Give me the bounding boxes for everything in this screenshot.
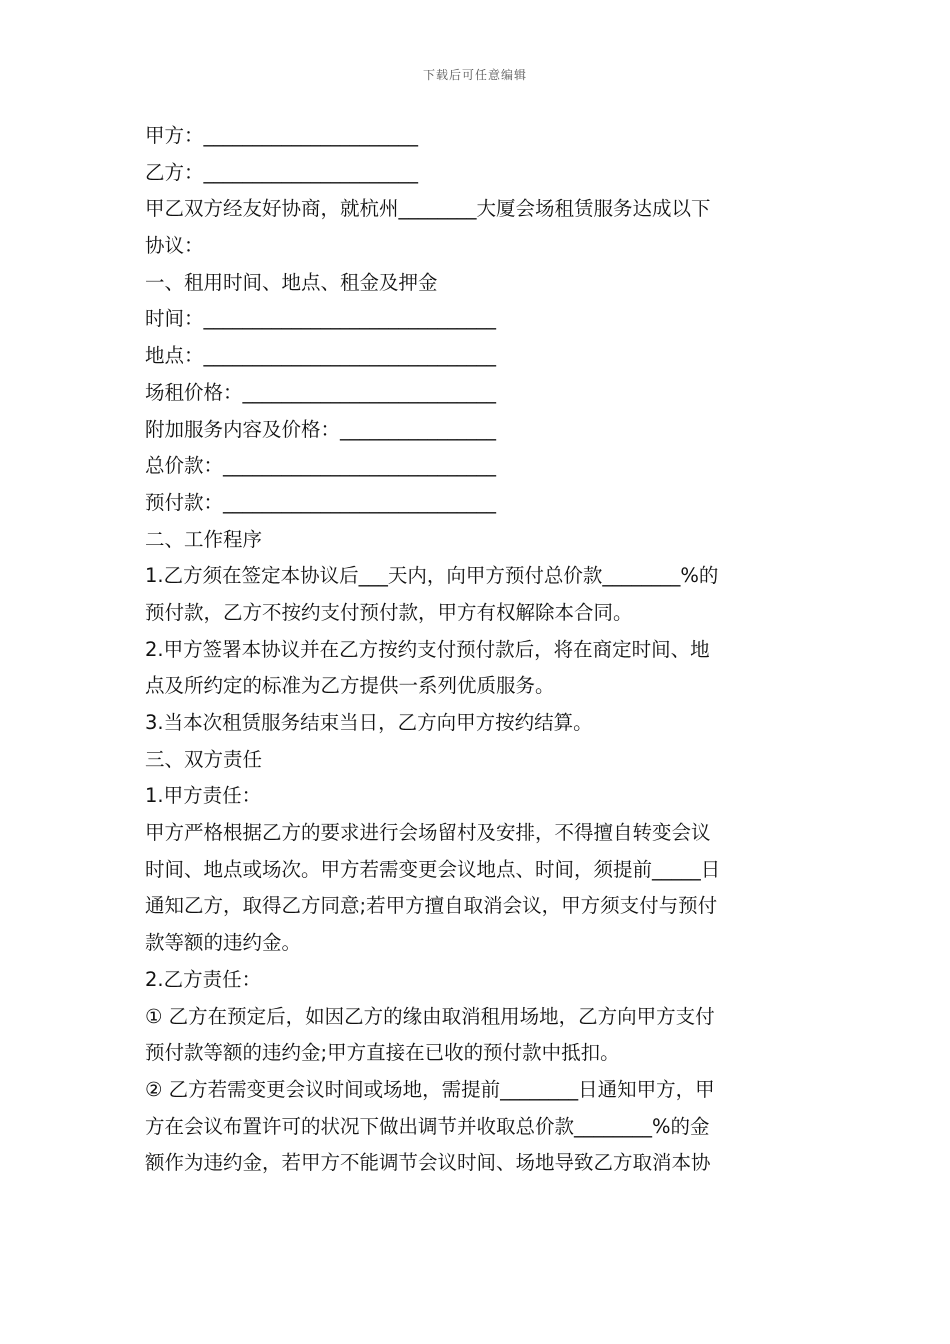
party-a-duty-line-3: 通知乙方，取得乙方同意;若甲方擅自取消会议，甲方须支付与预付 (145, 894, 718, 918)
party-b-duty-heading: 2.乙方责任： (145, 967, 262, 991)
procedure-2-line-2: 点及所约定的标准为乙方提供一系列优质服务。 (145, 674, 555, 698)
section-1-heading: 一、租用时间、地点、租金及押金 (145, 270, 438, 294)
party-b-duty-2-line-2: 方在会议布置许可的状况下做出调节并收取总价款________%的金 (145, 1114, 710, 1138)
prepayment-field-line: 预付款：____________________________ (145, 490, 497, 514)
location-field-line: 地点：______________________________ (145, 344, 497, 368)
section-3-heading: 三、双方责任 (145, 747, 263, 771)
procedure-3-line: 3.当本次租赁服务结束当日，乙方向甲方按约结算。 (145, 711, 593, 734)
section-2-heading: 二、工作程序 (145, 527, 263, 551)
party-a-duty-heading: 1.甲方责任： (145, 784, 262, 808)
contract-body (145, 118, 810, 1182)
intro-line-1: 甲乙双方经友好协商，就杭州________大厦会场租赁服务达成以下 (145, 197, 711, 221)
party-a-duty-line-2: 时间、地点或场次。甲方若需变更会议地点、时间，须提前_____日 (145, 857, 721, 881)
procedure-2-line-1: 2.甲方签署本协议并在乙方按约支付预付款后，将在商定时间、地 (145, 637, 710, 661)
time-field-line: 时间：______________________________ (145, 307, 497, 331)
page-header-note: 下载后可任意编辑 (422, 68, 527, 82)
party-b-duty-2-line-3: 额作为违约金，若甲方不能调节会议时间、场地导致乙方取消本协 (145, 1151, 711, 1175)
party-b-line: 乙方：______________________ (145, 160, 419, 184)
extra-services-field-line: 附加服务内容及价格：________________ (145, 417, 497, 441)
total-price-field-line: 总价款：____________________________ (145, 454, 497, 478)
rent-price-field-line: 场租价格：__________________________ (145, 380, 497, 404)
party-b-duty-2-line-1: ② 乙方若需变更会议时间或场地，需提前________日通知甲方，甲 (145, 1077, 715, 1101)
party-b-duty-1-line-2: 预付款等额的违约金;甲方直接在已收的预付款中抵扣。 (145, 1041, 620, 1065)
procedure-1-line-2: 预付款，乙方不按约支付预付款，甲方有权解除本合同。 (145, 600, 633, 624)
party-b-duty-1-line-1: ① 乙方在预定后，如因乙方的缘由取消租用场地，乙方向甲方支付 (145, 1004, 715, 1028)
intro-line-2: 协议： (145, 234, 204, 258)
party-a-duty-line-4: 款等额的违约金。 (145, 931, 302, 955)
procedure-1-line-1: 1.乙方须在签定本协议后___天内，向甲方预付总价款________%的 (145, 564, 719, 588)
party-a-line: 甲方：______________________ (145, 124, 419, 147)
party-a-duty-line-1: 甲方严格根据乙方的要求进行会场留村及安排，不得擅自转变会议 (145, 821, 711, 845)
